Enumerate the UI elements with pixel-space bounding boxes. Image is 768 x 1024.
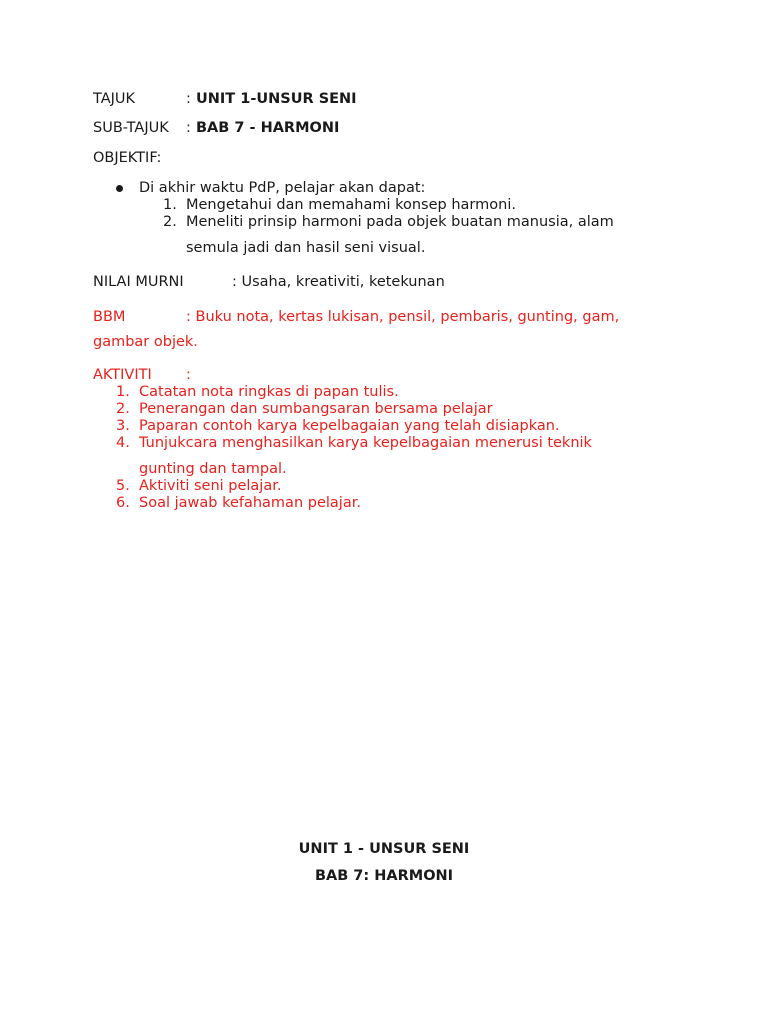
bbm-value: : Buku nota, kertas lukisan, pensil, pembaris, gunting, gam, (186, 309, 620, 325)
aktiviti-item-1-text: Catatan nota ringkas di papan tulis. (139, 384, 399, 400)
tajuk-label: TAJUK (93, 91, 136, 107)
aktiviti-item-4-num: 4. (116, 435, 130, 451)
footer-bab-heading: BAB 7: HARMONI (314, 868, 454, 884)
objektif-item-2-cont: semula jadi dan hasil seni visual. (186, 240, 426, 256)
footer-unit-heading: UNIT 1 - UNSUR SENI (298, 841, 470, 857)
objektif-item-1-text: Mengetahui dan memahami konsep harmoni. (186, 197, 516, 213)
objektif-item-2-text: Meneliti prinsip harmoni pada objek buatan manusia, alam (186, 214, 614, 230)
bbm-cont: gambar objek. (93, 334, 198, 350)
aktiviti-item-5-num: 5. (116, 478, 130, 494)
aktiviti-item-4-text: Tunjukcara menghasilkan karya kepelbagaian menerusi teknik (139, 435, 592, 451)
aktiviti-item-3-text: Paparan contoh karya kepelbagaian yang telah disiapkan. (139, 418, 560, 434)
aktiviti-item-6-num: 6. (116, 495, 130, 511)
nilai-label: NILAI MURNI (93, 274, 184, 290)
subtajuk-value: BAB 7 - HARMONI (196, 120, 340, 136)
nilai-value: : Usaha, kreativiti, ketekunan (232, 274, 445, 290)
aktiviti-separator: : (186, 367, 191, 383)
aktiviti-item-6-text: Soal jawab kefahaman pelajar. (139, 495, 361, 511)
subtajuk-label: SUB-TAJUK (93, 120, 169, 136)
aktiviti-item-5-text: Aktiviti seni pelajar. (139, 478, 282, 494)
objektif-label: OBJEKTIF: (93, 150, 162, 166)
aktiviti-item-2-text: Penerangan dan sumbangsaran bersama pelajar (139, 401, 493, 417)
aktiviti-item-3-num: 3. (116, 418, 130, 434)
objektif-item-1-num: 1. (163, 197, 177, 213)
bbm-label: BBM (93, 309, 126, 325)
aktiviti-label: AKTIVITI (93, 367, 152, 383)
aktiviti-item-1-num: 1. (116, 384, 130, 400)
bullet-icon (116, 185, 123, 192)
aktiviti-item-4-cont: gunting dan tampal. (139, 461, 287, 477)
subtajuk-separator: : (186, 120, 191, 136)
aktiviti-item-2-num: 2. (116, 401, 130, 417)
objektif-item-2-num: 2. (163, 214, 177, 230)
tajuk-value: UNIT 1-UNSUR SENI (196, 91, 357, 107)
objektif-bullet-text: Di akhir waktu PdP, pelajar akan dapat: (139, 180, 426, 196)
tajuk-separator: : (186, 91, 191, 107)
